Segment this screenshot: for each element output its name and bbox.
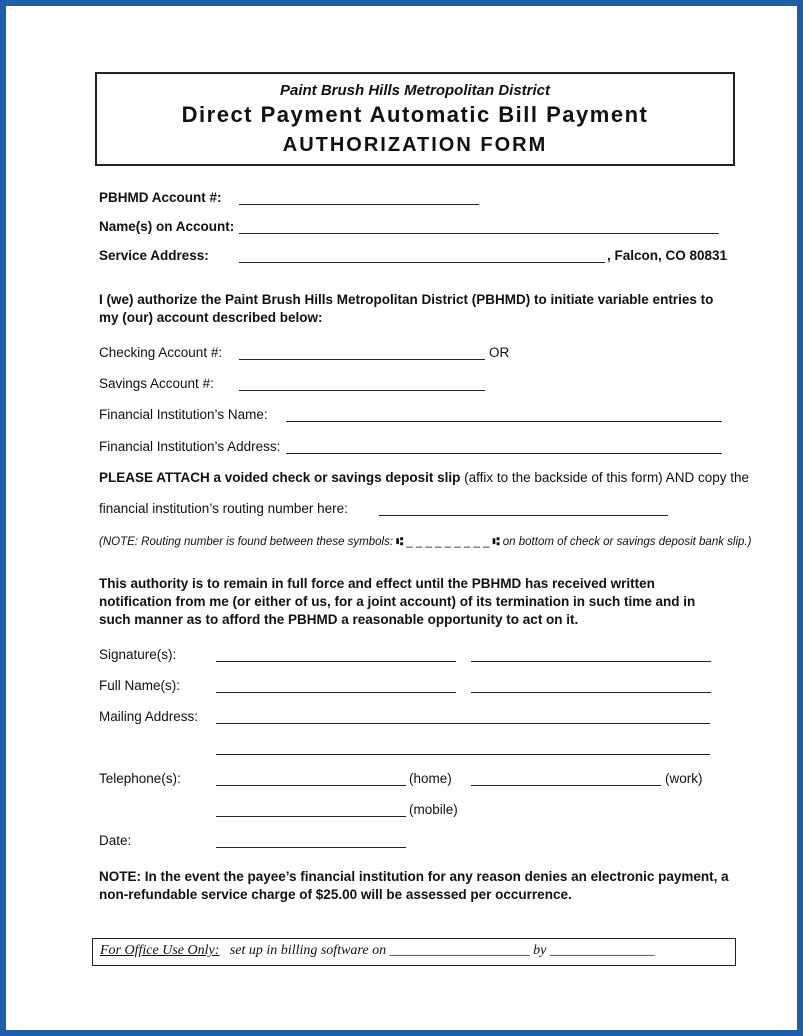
signature-field-2[interactable] — [471, 661, 711, 662]
routing-blanks: _ _ _ _ _ _ _ _ _ — [406, 536, 490, 548]
office-use-box — [92, 938, 736, 966]
office-use-text — [100, 943, 655, 959]
mailing-address-field-2[interactable] — [216, 754, 710, 755]
form-subtitle: AUTHORIZATION FORM — [282, 134, 548, 156]
work-phone-label: (work) — [665, 771, 703, 786]
routing-number-label: financial institution’s routing number here: — [99, 501, 348, 516]
authorization-statement: I (we) authorize the Paint Brush Hills Metropolitan District (PBHMD) to initiate variable entries to my (our) account described below: — [99, 292, 714, 325]
institution-address-field[interactable] — [286, 453, 722, 454]
form-header — [95, 72, 735, 166]
institution-name-label: Financial Institution’s Name: — [99, 407, 268, 422]
telephone-label: Telephone(s): — [99, 771, 181, 786]
district-name: Paint Brush Hills Metropolitan District — [279, 82, 551, 99]
service-charge-note: NOTE: In the event the payee’s financial institution for any reason denies an electronic payment, a non-refundable service charge of $25.00 will be assessed per occurrence. — [99, 869, 729, 902]
date-label: Date: — [99, 833, 132, 848]
office-use-label: For Office Use Only: — [100, 943, 220, 958]
mailing-address-label: Mailing Address: — [99, 709, 199, 724]
routing-number-field[interactable] — [379, 515, 668, 516]
names-on-account-label: Name(s) on Account: — [99, 219, 235, 234]
mailing-address-field-1[interactable] — [216, 723, 710, 724]
mobile-phone-field[interactable] — [216, 816, 406, 817]
savings-account-label: Savings Account #: — [99, 376, 214, 391]
or-text: OR — [489, 345, 510, 360]
service-address-city: , Falcon, CO 80831 — [607, 248, 728, 263]
routing-note-prefix: (NOTE: Routing number is found between these symbols: — [99, 536, 394, 548]
names-on-account-field[interactable] — [239, 233, 719, 234]
attach-instruction-rest: (affix to the backside of this form) AND copy the — [460, 470, 749, 485]
form-title: Direct Payment Automatic Bill Payment — [181, 102, 649, 127]
full-name-field-1[interactable] — [216, 692, 456, 693]
checking-account-field[interactable] — [239, 359, 485, 360]
home-phone-label: (home) — [409, 771, 452, 786]
service-address-field[interactable] — [239, 262, 605, 263]
account-number-field[interactable] — [239, 204, 479, 205]
work-phone-field[interactable] — [471, 785, 661, 786]
account-number-label: PBHMD Account #: — [99, 190, 222, 205]
institution-address-label: Financial Institution’s Address: — [99, 439, 281, 454]
full-name-label: Full Name(s): — [99, 678, 181, 693]
attach-instruction-bold: PLEASE ATTACH a voided check or savings deposit slip — [99, 470, 461, 485]
attach-instruction — [99, 470, 749, 485]
full-name-field-2[interactable] — [471, 692, 711, 693]
form-page — [6, 6, 797, 1030]
office-setup-text: set up in billing software on ____________________ by _______________ — [229, 943, 655, 958]
home-phone-field[interactable] — [216, 785, 406, 786]
checking-account-label: Checking Account #: — [99, 345, 223, 360]
signature-field-1[interactable] — [216, 661, 456, 662]
authority-statement: This authority is to remain in full force and effect until the PBHMD has received written notification from me (or either of us, for a joint account) of its termination in such time and in such manner as to afford the PBHMD a reasonable opportunity to act on it. — [99, 576, 696, 627]
routing-note — [99, 536, 751, 548]
transit-symbol-left: ⑆ — [396, 536, 404, 548]
date-field[interactable] — [216, 847, 406, 848]
institution-name-field[interactable] — [286, 421, 722, 422]
signature-label: Signature(s): — [99, 647, 177, 662]
routing-note-suffix: on bottom of check or savings deposit bank slip.) — [502, 536, 752, 548]
savings-account-field[interactable] — [239, 390, 485, 391]
transit-symbol-right: ⑆ — [492, 536, 500, 548]
service-address-label: Service Address: — [99, 248, 209, 263]
mobile-phone-label: (mobile) — [409, 802, 458, 817]
